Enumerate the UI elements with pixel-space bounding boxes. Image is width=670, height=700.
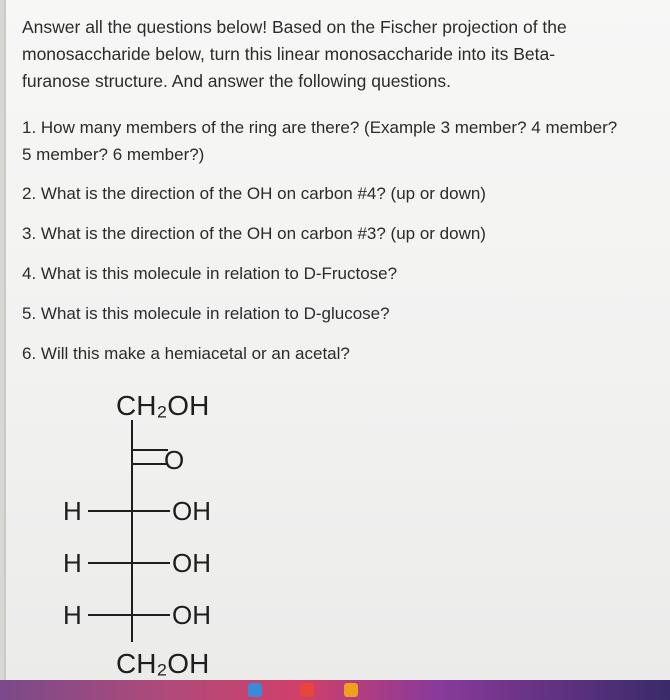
question-6: 6. Will this make a hemiacetal or an acetal? [22, 344, 350, 363]
dock-bar [0, 680, 670, 700]
question-5: 5. What is this molecule in relation to D-glucose? [22, 304, 390, 323]
left-h-c3: H [63, 496, 82, 526]
dock-app-icon[interactable] [344, 683, 358, 697]
dock-app-icon[interactable] [300, 683, 314, 697]
carbonyl-oxygen-label: O [164, 445, 185, 475]
right-oh-c3: OH [172, 496, 211, 526]
question-3: 3. What is the direction of the OH on carbon #3? (up or down) [22, 224, 486, 243]
question-1: 1. How many members of the ring are there? (Example 3 member? 4 member? 5 member? 6 member?) [22, 118, 618, 164]
bottom-ch2oh-label: CH₂OH [116, 648, 210, 679]
left-h-c4: H [63, 548, 82, 578]
document-page [4, 0, 670, 680]
dock-app-icon[interactable] [248, 683, 262, 697]
right-oh-c4: OH [172, 548, 211, 578]
left-h-c5: H [63, 600, 82, 630]
question-4: 4. What is this molecule in relation to D-Fructose? [22, 264, 398, 283]
instructions-text: Answer all the questions below! Based on the Fischer projection of the monosaccharide below, turn this linear monosaccharide into its Beta-furanose structure. And answer the following questions. [22, 17, 567, 91]
right-oh-c5: OH [172, 600, 211, 630]
question-2: 2. What is the direction of the OH on carbon #4? (up or down) [22, 184, 486, 203]
top-ch2oh-label: CH₂OH [116, 390, 210, 421]
fischer-projection [46, 380, 266, 680]
